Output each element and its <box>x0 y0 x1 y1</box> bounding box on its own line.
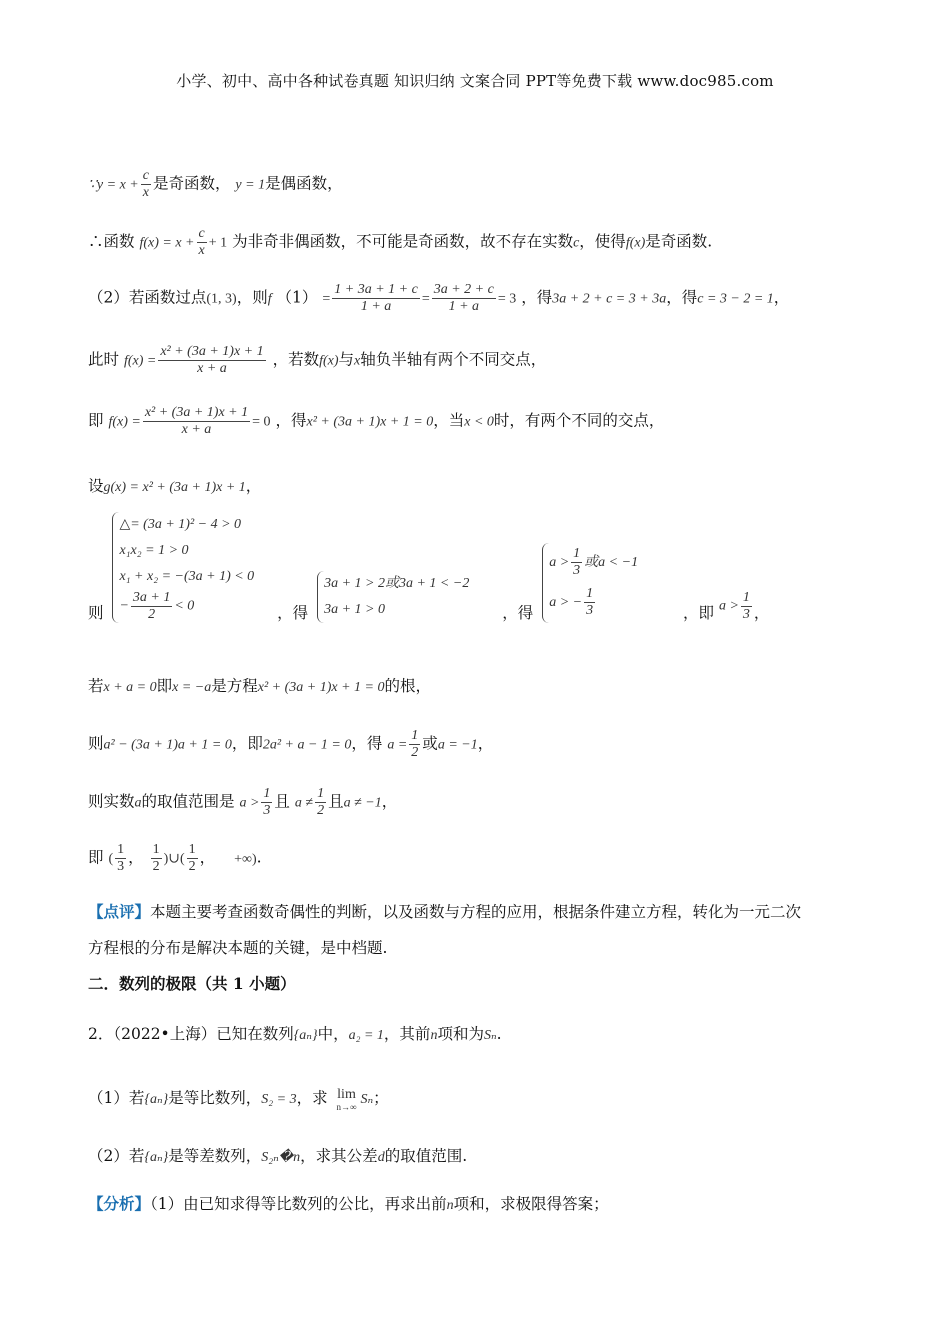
system-2: 3a + 1 > 2或3a + 1 < −2 3a + 1 > 0 <box>317 571 469 623</box>
math: {aₙ} <box>293 1028 318 1043</box>
math: n <box>430 1028 438 1043</box>
text: （1）由已知求得等比数列的公比，再求出前 <box>150 1195 447 1213</box>
system-3: a > $\frac{1}{3}$ 或a < −1 a > − $\frac{1}{3}$ <box>542 543 638 623</box>
remark-line-1 <box>88 900 801 922</box>
text: 是奇函数. <box>645 232 713 251</box>
text: （1）若 <box>88 1089 145 1107</box>
text: 此时 <box>88 350 120 369</box>
math: d <box>377 1150 385 1165</box>
text: ； <box>373 1089 389 1107</box>
math: x + a = 0 <box>103 680 157 695</box>
text: ， <box>773 288 790 307</box>
math: = 3 <box>497 291 517 307</box>
text: ， <box>128 848 144 867</box>
text: 项和，求极限得答案； <box>453 1195 609 1213</box>
math: a₂ = 1 <box>348 1028 384 1043</box>
fraction: $\frac{1}{3}$ <box>263 786 271 818</box>
math: f <box>267 291 272 307</box>
fraction: $\frac{1}{2}$ <box>317 786 325 818</box>
fraction: $\frac{1 + 3a + 1 + c}{1 + a}$ <box>334 282 418 314</box>
solution-line-5 <box>88 405 664 438</box>
text: 轴负半轴有两个不同交点， <box>360 350 547 369</box>
text: 的根， <box>384 677 432 695</box>
text: ， <box>753 604 770 622</box>
text: 则实数 <box>88 792 135 811</box>
text: 且 <box>274 792 290 811</box>
question-2-part-1 <box>88 1086 389 1111</box>
text: 是偶函数， <box>265 174 343 193</box>
math: {aₙ} <box>144 1092 169 1107</box>
math: x <box>354 353 361 369</box>
text: ， <box>199 848 216 867</box>
text: ，求 <box>296 1089 328 1107</box>
text: ， <box>245 477 262 495</box>
math: x = −a <box>172 680 212 695</box>
math: f(x) <box>319 353 339 369</box>
fraction: $\frac{c}{x}$ <box>142 168 149 200</box>
text: 是等差数列， <box>168 1147 262 1165</box>
text: 若 <box>88 677 104 695</box>
solution-line-8 <box>88 674 431 696</box>
solution-line-1 <box>88 168 343 201</box>
page-header: 小学、初中、高中各种试卷真题 知识归纳 文案合同 PPT等免费下载 www.doc985.com <box>176 72 774 90</box>
text: 即 <box>88 848 104 867</box>
solution-line-10 <box>88 786 397 819</box>
text: ，求其公差 <box>300 1147 378 1165</box>
math: ∵y = x + <box>88 177 139 193</box>
math: a = <box>387 737 408 753</box>
text: 本题主要考查函数奇偶性的判断，以及函数与方程的应用，根据条件建立方程，转化为一元二次 <box>150 903 802 921</box>
math: S₂ₙ�n <box>261 1150 301 1165</box>
text: （1） <box>276 288 318 307</box>
math: ( <box>108 851 114 867</box>
math: x² + (3a + 1)x + 1 = 0 <box>257 680 385 695</box>
math: g(x) = x² + (3a + 1)x + 1 <box>103 480 246 495</box>
math: a² − (3a + 1)a + 1 = 0 <box>103 737 232 753</box>
math: +∞) <box>234 851 257 867</box>
fraction: $\frac{\text{x² + (3a + 1)x + 1}}{x + a}$ <box>160 344 264 376</box>
math: {aₙ} <box>144 1150 169 1165</box>
solution-line-6 <box>88 474 261 496</box>
math: f(x) = <box>108 414 141 430</box>
fraction: $\frac{1}{2}$ <box>411 728 419 760</box>
text: ，得 <box>275 411 307 430</box>
math: Sₙ <box>483 1028 497 1043</box>
text: （2）若 <box>88 1147 145 1165</box>
math: S₂ = 3 <box>261 1092 297 1107</box>
text: ， <box>477 734 494 753</box>
solution-line-3: （2）若函数过点(1, 3)，则f （1） = $\frac{1 + 3a + 1 + c}{1 + a}$ = $\frac{3a + 2 + c}{1 + a}$ = 3 ，得3a + 2 + c = 3 + 3a，得c = 3 − 2 = 1， <box>88 282 790 314</box>
text: 中， <box>317 1025 349 1043</box>
text: 的取值范围是 <box>141 792 235 811</box>
math: 2a² + a − 1 = 0 <box>262 737 352 753</box>
analysis-tag: 【分析】 <box>88 1194 151 1213</box>
question-2-stem <box>88 1022 502 1044</box>
text: ，得 <box>502 604 534 622</box>
text: （2）若函数过点 <box>88 288 207 307</box>
math: y = 1 <box>235 177 266 193</box>
text: ， <box>381 792 398 811</box>
text: 的取值范围. <box>384 1147 468 1165</box>
text: . <box>256 848 262 867</box>
text: 方程根的分布是解决本题的关键，是中档题. <box>88 939 388 957</box>
limit: lim n→∞ <box>336 1087 357 1112</box>
math: f(x) = <box>123 353 157 369</box>
math: a ≠ <box>294 795 314 811</box>
text: 或 <box>422 734 438 753</box>
math: f(x) = x + <box>139 235 195 251</box>
math: c <box>573 235 580 251</box>
question-2-part-2 <box>88 1144 467 1166</box>
math: x² + (3a + 1)x + 1 = 0 <box>306 414 434 430</box>
text: 2．（2022•上海）已知在数列 <box>88 1025 294 1043</box>
text: 即 <box>156 677 173 695</box>
math: n <box>446 1198 454 1213</box>
math: a > <box>239 795 260 811</box>
math: c = 3 − 2 = 1 <box>697 291 774 307</box>
section-heading: 二．数列的极限（共 1 小题） <box>88 974 296 993</box>
text: ，即 <box>231 734 263 753</box>
math: = 0 <box>252 414 271 430</box>
text: 项和为 <box>437 1025 484 1043</box>
math: f(x) <box>625 235 646 251</box>
math: (1, 3) <box>206 291 237 307</box>
math: a > $\frac{1}{3}$ <box>718 590 750 622</box>
inequality-systems <box>88 512 769 623</box>
math: )∪( <box>163 851 185 867</box>
remark-line-2 <box>88 936 387 958</box>
text: ，即 <box>683 604 715 622</box>
fraction: $\frac{1}{2}$ <box>188 842 196 874</box>
text: 则 <box>88 604 104 622</box>
text: 且 <box>328 792 344 811</box>
text: ，若数 <box>272 350 320 369</box>
analysis-line <box>88 1192 609 1214</box>
system-1: △= (3a + 1)² − 4 > 0 x₁x₂ = 1 > 0 x₁ + x₂ = −(3a + 1) < 0 − $\frac{3a + 1}{2}$ < 0 <box>112 512 254 623</box>
text: 设 <box>88 477 104 495</box>
math: 3a + 2 + c = 3 + 3a <box>552 291 667 307</box>
math: a ≠ −1 <box>343 795 382 811</box>
text: 则 <box>88 734 104 753</box>
fraction: $\frac{c}{x}$ <box>198 226 205 258</box>
solution-line-11 <box>88 842 262 875</box>
text: 时，有两个不同的交点， <box>493 411 665 430</box>
text: 与 <box>338 350 355 369</box>
fraction: $\frac{1}{2}$ <box>152 842 160 874</box>
text: 是等比数列， <box>168 1089 262 1107</box>
text: ，得 <box>521 288 553 307</box>
text: ，其前 <box>383 1025 431 1043</box>
math: x < 0 <box>464 414 494 430</box>
text: ，则 <box>236 288 268 307</box>
solution-line-9 <box>88 728 493 761</box>
text: ，得 <box>351 734 383 753</box>
text: ，当 <box>433 411 465 430</box>
fraction: $\frac{1}{3}$ <box>117 842 125 874</box>
text: 为非奇非偶函数，不可能是奇函数，故不存在实数 <box>232 232 574 251</box>
solution-line-4 <box>88 344 546 377</box>
fraction: $\frac{\text{x² + (3a + 1)x + 1}}{x + a}$ <box>144 405 249 437</box>
text: ∴函数 <box>88 232 135 251</box>
text: ，得 <box>666 288 698 307</box>
math: a <box>134 795 142 811</box>
remark-tag: 【点评】 <box>88 902 151 921</box>
solution-line-2 <box>88 226 712 259</box>
text: ，得 <box>277 604 309 622</box>
math: + 1 <box>208 235 228 251</box>
text: . <box>496 1025 502 1043</box>
text: 是奇函数， <box>152 174 231 193</box>
text: 是方程 <box>211 677 258 695</box>
math: Sₙ <box>360 1092 374 1107</box>
fraction: $\frac{3a + 2 + c}{1 + a}$ <box>433 282 494 314</box>
math: a = −1 <box>437 737 478 753</box>
text: 即 <box>88 411 104 430</box>
text: ，使得 <box>579 232 626 251</box>
